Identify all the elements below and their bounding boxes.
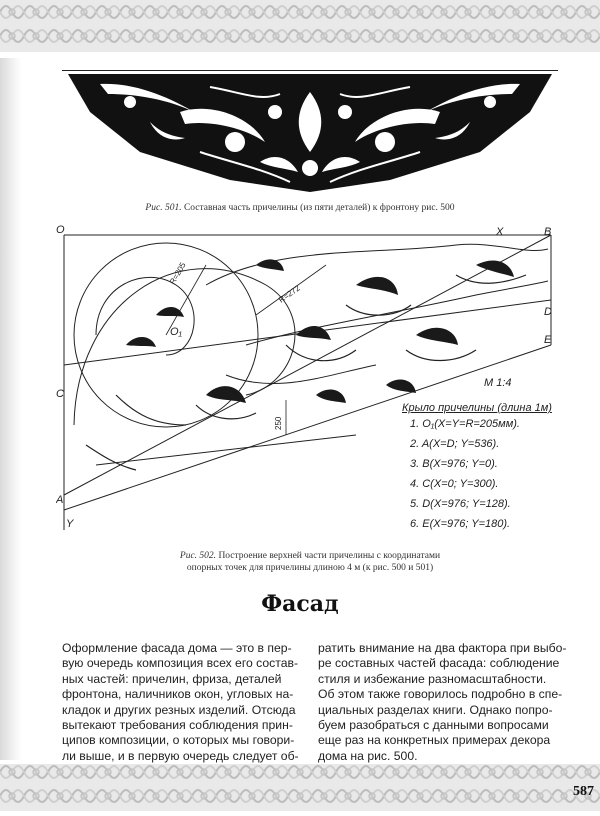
point-O-label: O bbox=[56, 225, 65, 236]
text-line: дома на рис. 500. bbox=[318, 748, 418, 763]
note-line: 6. E(X=976; Y=180). bbox=[410, 518, 511, 530]
note-line: 1. O₁(X=Y=R=205мм). bbox=[410, 418, 520, 430]
radius-205-label: R=205 bbox=[167, 260, 188, 286]
figure-501-caption-text: Составная часть причелины (из пяти деталей) к фронтону рис. 500 bbox=[183, 203, 455, 213]
text-line: ли выше, и в первую очередь следует об- bbox=[62, 748, 299, 763]
text-line: Об этом также говорилось подробно в спе- bbox=[318, 687, 563, 702]
scale-label: М 1:4 bbox=[484, 377, 512, 389]
note-line: 5. D(X=976; Y=128). bbox=[410, 498, 511, 510]
note-line: 2. A(X=D; Y=536). bbox=[410, 438, 500, 450]
axis-X-label: X bbox=[496, 226, 504, 238]
text-line: вытекают требования соблюдения прин- bbox=[62, 718, 293, 733]
body-text-left-column bbox=[62, 641, 308, 764]
top-rule bbox=[62, 70, 558, 71]
figure-501-caption bbox=[0, 203, 600, 213]
point-A-label: A bbox=[56, 494, 64, 506]
text-line: циальных разделах книги. Однако попро- bbox=[318, 702, 553, 717]
figure-502-caption-line1: Построение верхней части причелины с координатами bbox=[218, 551, 441, 561]
text-line: ципов композиции, о которых мы говори- bbox=[62, 733, 295, 748]
text-line: еще раз на конкретных примерах декора bbox=[318, 733, 551, 748]
axis-Y-label: Y bbox=[66, 518, 74, 530]
point-C-label: C bbox=[56, 388, 64, 400]
radius-272-label: R=272 bbox=[276, 283, 302, 305]
text-line: ратить внимание на два фактора при выбо- bbox=[318, 641, 567, 655]
figure-502-label: Рис. 502. bbox=[179, 551, 217, 561]
point-E-label: E bbox=[544, 334, 552, 346]
text-line: фронтона, наличников окон, угловых на- bbox=[62, 687, 294, 702]
dimension-250-label: 250 bbox=[274, 416, 283, 430]
knotwork-top-pattern bbox=[0, 0, 600, 58]
figure-501-label: Рис. 501. bbox=[145, 203, 182, 213]
notes-list bbox=[410, 418, 520, 538]
note-line: 3. B(X=976; Y=0). bbox=[410, 458, 498, 470]
text-line: ре составных частей фасада: соблюдение bbox=[318, 656, 560, 671]
section-heading: Фасад bbox=[261, 591, 339, 617]
note-line: 4. C(X=0; Y=300). bbox=[410, 478, 499, 490]
point-B-label: B bbox=[544, 226, 552, 238]
text-line: стиля и избежание разномасштабности. bbox=[318, 671, 547, 686]
carved-ornament-figure-501 bbox=[60, 72, 560, 194]
bottom-knotwork-border bbox=[0, 760, 600, 811]
text-line: вую очередь композиция всех его состав- bbox=[62, 656, 299, 671]
figure-502-caption-line2: опорных точек для причелины длиною 4 м (к рис. 500 и 501) bbox=[186, 563, 434, 573]
text-line: буем разобраться с данными вопросами bbox=[318, 718, 549, 733]
body-text-right-column bbox=[318, 641, 567, 764]
page-number: 587 bbox=[573, 784, 594, 799]
notes-title: Крыло причелины (длина 1м) bbox=[402, 402, 552, 414]
figure-502-caption bbox=[150, 550, 470, 574]
text-line: ных частей: причелин, фриза, деталей bbox=[62, 671, 282, 686]
text-line: кладок и других резных изделий. Отсюда bbox=[62, 702, 296, 717]
book-spine-shadow bbox=[0, 58, 22, 760]
text-line: Оформление фасада дома — это в пер- bbox=[62, 641, 292, 655]
knotwork-bottom-pattern bbox=[0, 760, 600, 811]
point-O1-label: O₁ bbox=[170, 326, 183, 338]
point-D-label: D bbox=[544, 306, 552, 318]
top-knotwork-border bbox=[0, 0, 600, 58]
